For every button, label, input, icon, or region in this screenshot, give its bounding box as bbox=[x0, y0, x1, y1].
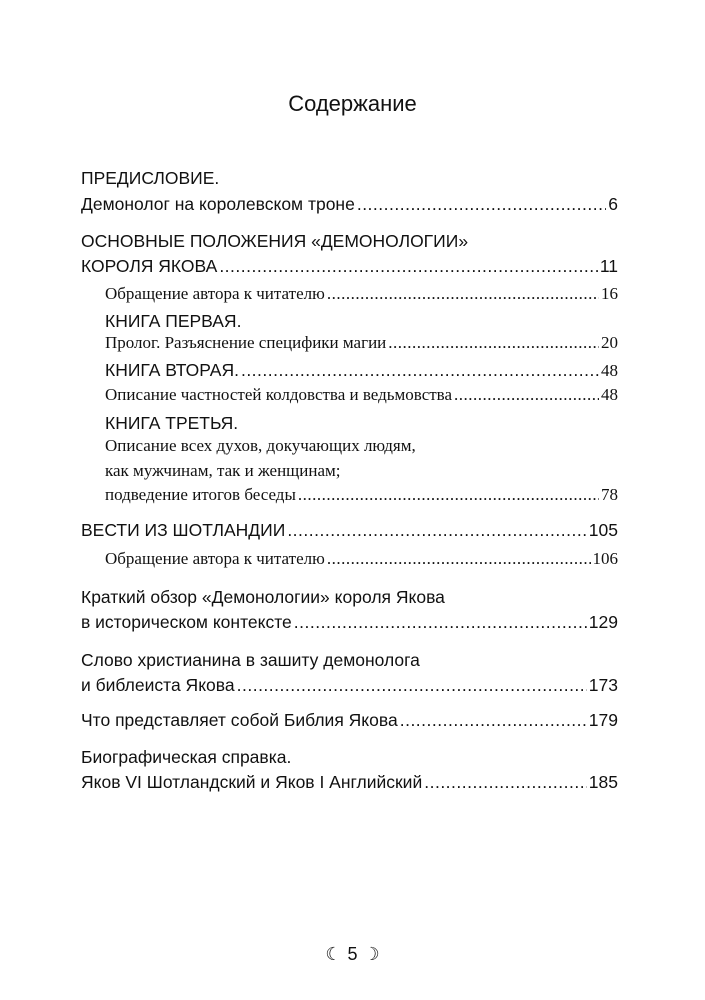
toc-entry-text: КОРОЛЯ ЯКОВА bbox=[81, 256, 218, 276]
toc-entry-review[interactable] bbox=[81, 609, 618, 635]
toc-page-number: 173 bbox=[588, 675, 618, 695]
dot-leader bbox=[287, 517, 586, 543]
page-number: 5 bbox=[347, 944, 358, 964]
toc-entry-text: Описание частностей колдовства и ведьмовства bbox=[105, 385, 453, 404]
toc-entry-book2-description[interactable] bbox=[105, 382, 618, 408]
crescent-left-icon: ☾ bbox=[325, 944, 342, 964]
toc-entry-bio[interactable] bbox=[81, 769, 618, 795]
toc-bio-line-1: Биографическая справка. bbox=[81, 747, 292, 767]
toc-page-number: 20 bbox=[601, 333, 618, 352]
toc-page-number: 185 bbox=[588, 772, 618, 792]
toc-entry-text: в историческом контексте bbox=[81, 612, 292, 632]
toc-entry-text: Обращение автора к читателю bbox=[105, 549, 325, 568]
toc-page-number: 106 bbox=[592, 549, 618, 568]
toc-entry-book3[interactable] bbox=[105, 482, 618, 508]
toc-book1-heading: КНИГА ПЕРВАЯ. bbox=[105, 311, 242, 331]
dot-leader bbox=[241, 357, 599, 383]
toc-entry-text: и библеиста Якова bbox=[81, 675, 235, 695]
toc-page-number: 6 bbox=[608, 194, 618, 214]
toc-entry-address-1[interactable] bbox=[105, 281, 618, 307]
dot-leader bbox=[424, 769, 587, 795]
dot-leader bbox=[454, 382, 599, 408]
toc-book3-heading: КНИГА ТРЕТЬЯ. bbox=[105, 413, 239, 433]
toc-preface-heading: ПРЕДИСЛОВИЕ. bbox=[81, 168, 220, 188]
toc-entry-text: подведение итогов беседы bbox=[105, 485, 296, 504]
dot-leader bbox=[219, 253, 598, 279]
toc-page-number: 16 bbox=[601, 284, 618, 303]
toc-page-number: 129 bbox=[588, 612, 618, 632]
toc-review-line-1: Краткий обзор «Демонологии» короля Якова bbox=[81, 587, 445, 607]
dot-leader bbox=[357, 191, 606, 217]
toc-entry-text: Демонолог на королевском троне bbox=[81, 194, 355, 214]
toc-page-number: 105 bbox=[588, 520, 618, 540]
toc-word-line-1: Слово христианина в зашиту демонолога bbox=[81, 650, 420, 670]
toc-entry-text: ВЕСТИ ИЗ ШОТЛАНДИИ bbox=[81, 520, 286, 540]
toc-entry-text: Обращение автора к читателю bbox=[105, 284, 325, 303]
toc-entry-text: КНИГА ВТОРАЯ. bbox=[105, 360, 239, 380]
toc-page-number: 11 bbox=[599, 256, 618, 276]
toc-page-number: 179 bbox=[588, 710, 618, 730]
toc-entry-basics[interactable] bbox=[81, 253, 618, 279]
toc-entry-text: Яков VI Шотландский и Яков I Английский bbox=[81, 772, 423, 792]
dot-leader bbox=[327, 281, 599, 307]
toc-entry-text: Что представляет собой Библия Якова bbox=[81, 710, 398, 730]
dot-leader bbox=[400, 707, 587, 733]
toc-book3-line-1: Описание всех духов, докучающих людям, bbox=[105, 436, 416, 455]
toc-entry-bible[interactable] bbox=[81, 707, 618, 733]
toc-entry-preface[interactable] bbox=[81, 191, 618, 217]
toc-entry-text: Пролог. Разъяснение специфики магии bbox=[105, 333, 387, 352]
page-footer bbox=[0, 944, 705, 965]
page-title: Содержание bbox=[288, 91, 417, 116]
toc-page-number: 78 bbox=[601, 485, 618, 504]
dot-leader bbox=[294, 609, 587, 635]
toc-basics-heading: ОСНОВНЫЕ ПОЛОЖЕНИЯ «ДЕМОНОЛОГИИ» bbox=[81, 231, 469, 251]
toc-entry-book1-prologue[interactable] bbox=[105, 330, 618, 356]
crescent-right-icon: ☽ bbox=[363, 944, 380, 964]
toc-entry-address-2[interactable] bbox=[105, 546, 618, 572]
dot-leader bbox=[298, 482, 599, 508]
toc-entry-news[interactable] bbox=[81, 517, 618, 543]
toc-page-number: 48 bbox=[601, 361, 618, 380]
dot-leader bbox=[327, 546, 591, 572]
dot-leader bbox=[237, 672, 587, 698]
toc-entry-word[interactable] bbox=[81, 672, 618, 698]
dot-leader bbox=[388, 330, 599, 356]
toc-page-number: 48 bbox=[601, 385, 618, 404]
toc-book3-line-2: как мужчинам, так и женщинам; bbox=[105, 461, 341, 480]
toc-entry-book2[interactable] bbox=[105, 357, 618, 383]
